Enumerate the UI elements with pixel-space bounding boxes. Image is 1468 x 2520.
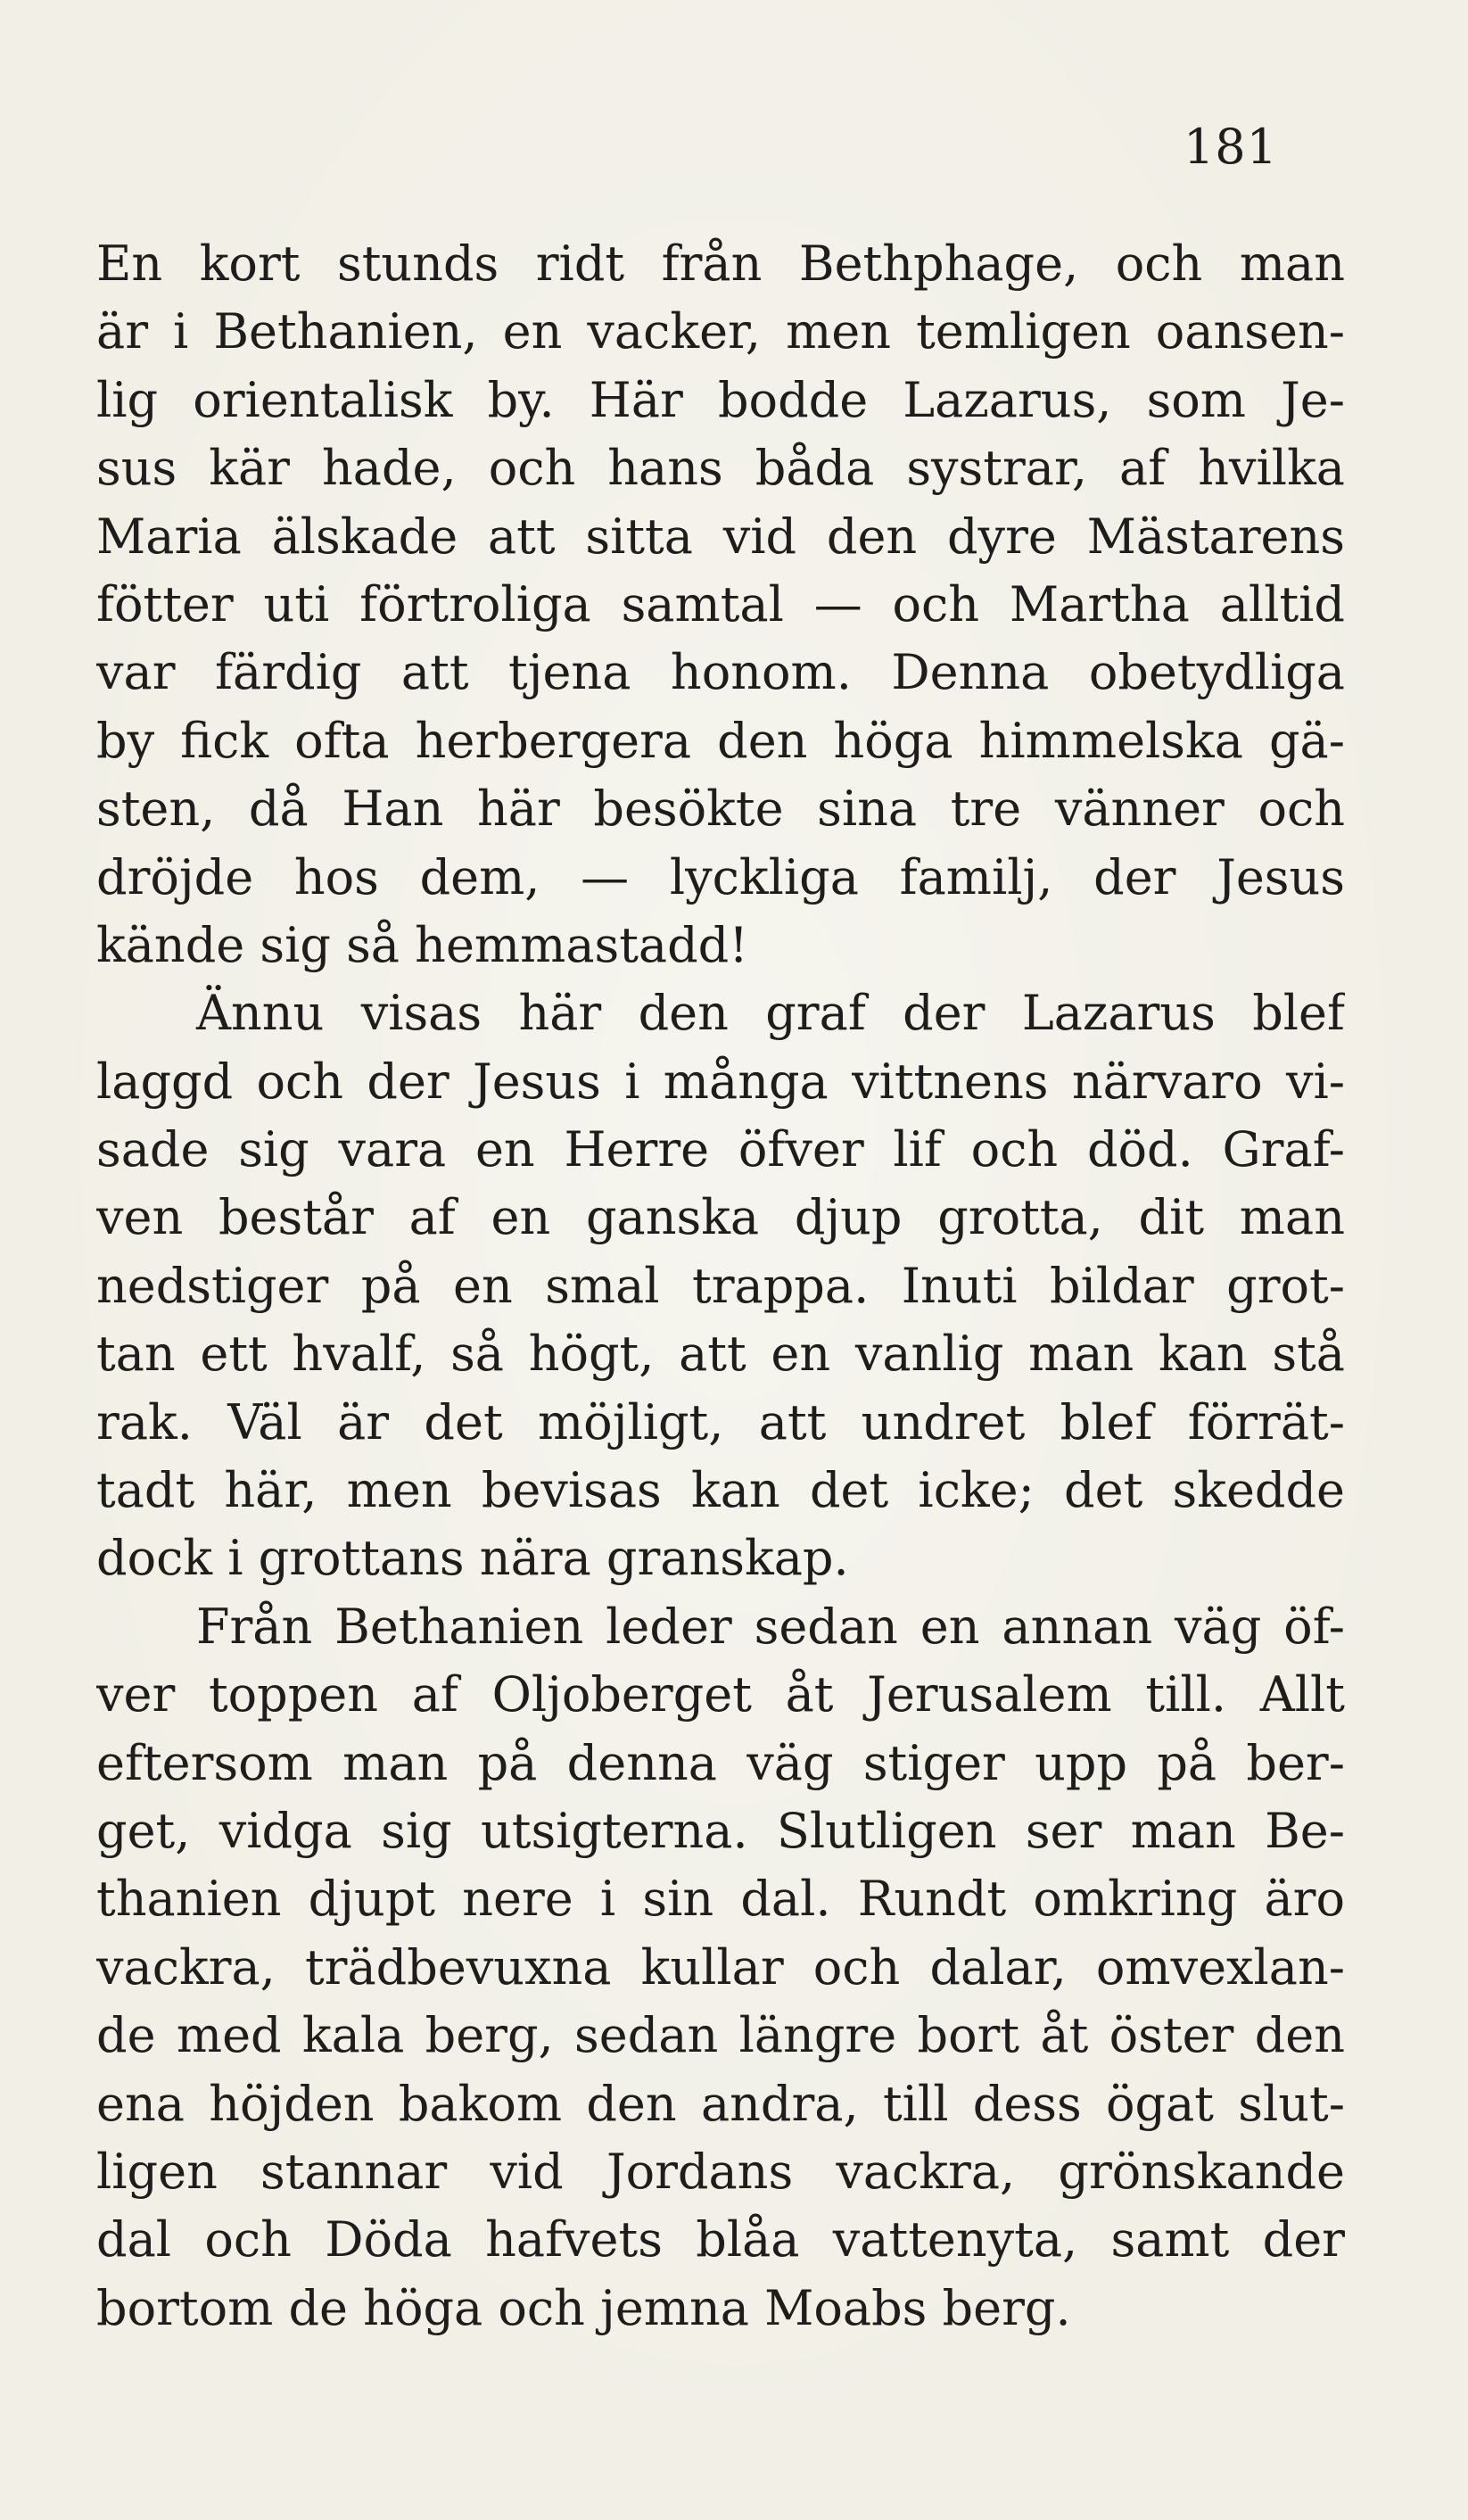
paragraph-end-line: dock i grottans nära granskap. [96, 1530, 849, 1587]
text-line: Maria älskade att sitta vid den dyre Mästarens [96, 508, 1345, 565]
paragraph-end-line: kände sig så hemmastadd! [96, 916, 748, 973]
text-line: ligen stannar vid Jordans vackra, grönskande [96, 2143, 1345, 2200]
text-line: dröjde hos dem, — lyckliga familj, der Jesus [96, 848, 1345, 905]
body-text [96, 230, 1345, 2342]
text-line: vackra, trädbevuxna kullar och dalar, omvexlan- [96, 1938, 1345, 1995]
text-line: var färdig att tjena honom. Denna obetydliga [96, 644, 1345, 701]
paragraph-end-line: bortom de höga och jemna Moabs berg. [96, 2279, 1071, 2336]
text-line: get, vidga sig utsigterna. Slutligen ser man Be- [96, 1802, 1345, 1859]
text-line: En kort stunds ridt från Bethphage, och man [96, 235, 1345, 292]
show-through-bleed [134, 2337, 1329, 2391]
text-line: ver toppen af Oljoberget åt Jerusalem till. Allt [96, 1666, 1345, 1723]
text-line: tadt här, men bevisas kan det icke; det skedde [96, 1462, 1345, 1519]
text-line: sade sig vara en Herre öfver lif och död. Graf- [96, 1121, 1345, 1178]
text-line: by fick ofta herbergera den höga himmelska gä- [96, 712, 1345, 769]
text-line: lig orientalisk by. Här bodde Lazarus, som Je- [96, 371, 1345, 428]
text-line: tan ett hvalf, så högt, att en vanlig man kan stå [96, 1326, 1345, 1383]
text-line: nedstiger på en smal trappa. Inuti bildar grot- [96, 1257, 1345, 1314]
text-line: dal och Döda hafvets blåa vattenyta, samt der [96, 2211, 1345, 2268]
text-line: ena höjden bakom den andra, till dess ögat slut- [96, 2075, 1345, 2132]
text-line: sten, då Han här besökte sina tre vänner och [96, 781, 1345, 838]
text-line: thanien djupt nere i sin dal. Rundt omkring äro [96, 1871, 1345, 1928]
text-line: rak. Väl är det möjligt, att undret blef förrät- [96, 1393, 1345, 1450]
text-line: fötter uti förtroliga samtal — och Martha alltid [96, 575, 1345, 632]
text-line: sus kär hade, och hans båda systrar, af hvilka [96, 440, 1345, 497]
text-line: ven består af en ganska djup grotta, dit man [96, 1189, 1345, 1246]
paragraph-start-line: Ännu visas här den graf der Lazarus blef [196, 985, 1345, 1042]
text-line: laggd och der Jesus i många vittnens närvaro vi- [96, 1053, 1345, 1110]
paragraph-start-line: Från Bethanien leder sedan en annan väg öf- [196, 1598, 1345, 1655]
page-number: 181 [1183, 119, 1279, 175]
text-line: eftersom man på denna väg stiger upp på ber- [96, 1734, 1345, 1791]
text-line: är i Bethanien, en vacker, men temligen oansen- [96, 303, 1345, 360]
text-line: de med kala berg, sedan längre bort åt öster den [96, 2007, 1345, 2064]
